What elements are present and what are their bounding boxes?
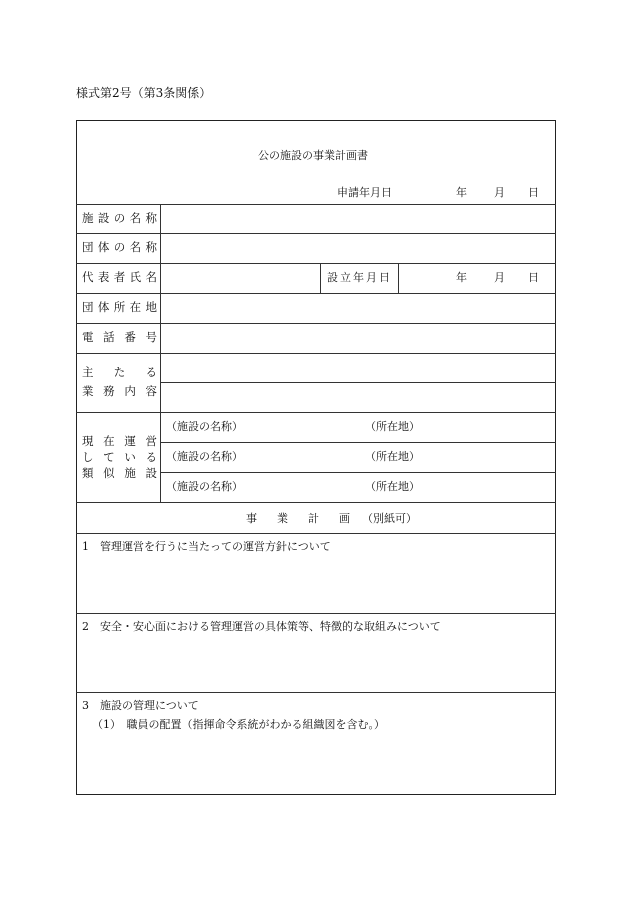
rule — [160, 442, 556, 443]
main-business-field-1[interactable] — [161, 354, 555, 381]
phone-field[interactable] — [161, 324, 555, 352]
label-representative: 代 表 者 氏 名 — [82, 270, 157, 284]
rule — [76, 692, 556, 693]
section-2-heading: 2 安全・安心面における管理運営の具体策等、特徴的な取組みについて — [82, 620, 441, 633]
label-similar-2: し て い る — [82, 450, 157, 464]
plan-heading: 事 業 計 画 （別紙可） — [246, 512, 417, 525]
label-phone: 電 話 番 号 — [82, 330, 157, 344]
section-1-field[interactable] — [77, 556, 555, 611]
form-id: 様式第2号（第3条関係） — [76, 86, 212, 100]
label-similar-1: 現 在 運 営 — [82, 434, 157, 448]
group-address-field[interactable] — [161, 294, 555, 322]
section-3-subsection: （1） 職員の配置（指揮命令系統がわかる組織図を含む。） — [92, 718, 385, 731]
similar-facility-name-2[interactable]: （施設の名称） — [166, 450, 243, 463]
facility-name-field[interactable] — [161, 205, 555, 233]
rule — [160, 472, 556, 473]
similar-facility-address-2[interactable]: （所在地） — [365, 450, 420, 463]
rule — [320, 263, 321, 293]
rule — [76, 533, 556, 534]
label-main-business-2: 業 務 内 容 — [82, 384, 157, 398]
similar-facility-address-3[interactable]: （所在地） — [365, 480, 420, 493]
representative-field[interactable] — [161, 264, 319, 292]
established-month[interactable]: 月 — [494, 271, 505, 284]
apply-date-month[interactable]: 月 — [494, 186, 505, 199]
rule — [76, 502, 556, 503]
similar-facility-name-3[interactable]: （施設の名称） — [166, 480, 243, 493]
section-3-field[interactable] — [77, 734, 555, 792]
established-label: 設立年月日 — [327, 271, 392, 284]
established-day[interactable]: 日 — [528, 271, 539, 284]
label-group-address: 団 体 所 在 地 — [82, 300, 157, 314]
apply-date-label: 申請年月日 — [337, 186, 392, 199]
rule — [398, 263, 399, 293]
rule — [76, 412, 556, 413]
group-name-field[interactable] — [161, 234, 555, 262]
label-main-business-1: 主 た る — [82, 365, 157, 379]
label-similar-3: 類 似 施 設 — [82, 466, 157, 480]
label-group-name: 団 体 の 名 称 — [82, 240, 157, 254]
main-business-field-2[interactable] — [161, 383, 555, 411]
form-title: 公の施設の事業計画書 — [258, 149, 368, 162]
rule — [76, 613, 556, 614]
apply-date-year[interactable]: 年 — [456, 186, 467, 199]
established-year[interactable]: 年 — [456, 271, 467, 284]
similar-facility-address-1[interactable]: （所在地） — [365, 420, 420, 433]
apply-date-day[interactable]: 日 — [528, 186, 539, 199]
section-1-heading: 1 管理運営を行うに当たっての運営方針について — [82, 540, 331, 553]
section-2-field[interactable] — [77, 636, 555, 690]
label-facility-name: 施 設 の 名 称 — [82, 211, 157, 225]
section-3-heading: 3 施設の管理について — [82, 699, 199, 712]
similar-facility-name-1[interactable]: （施設の名称） — [166, 420, 243, 433]
